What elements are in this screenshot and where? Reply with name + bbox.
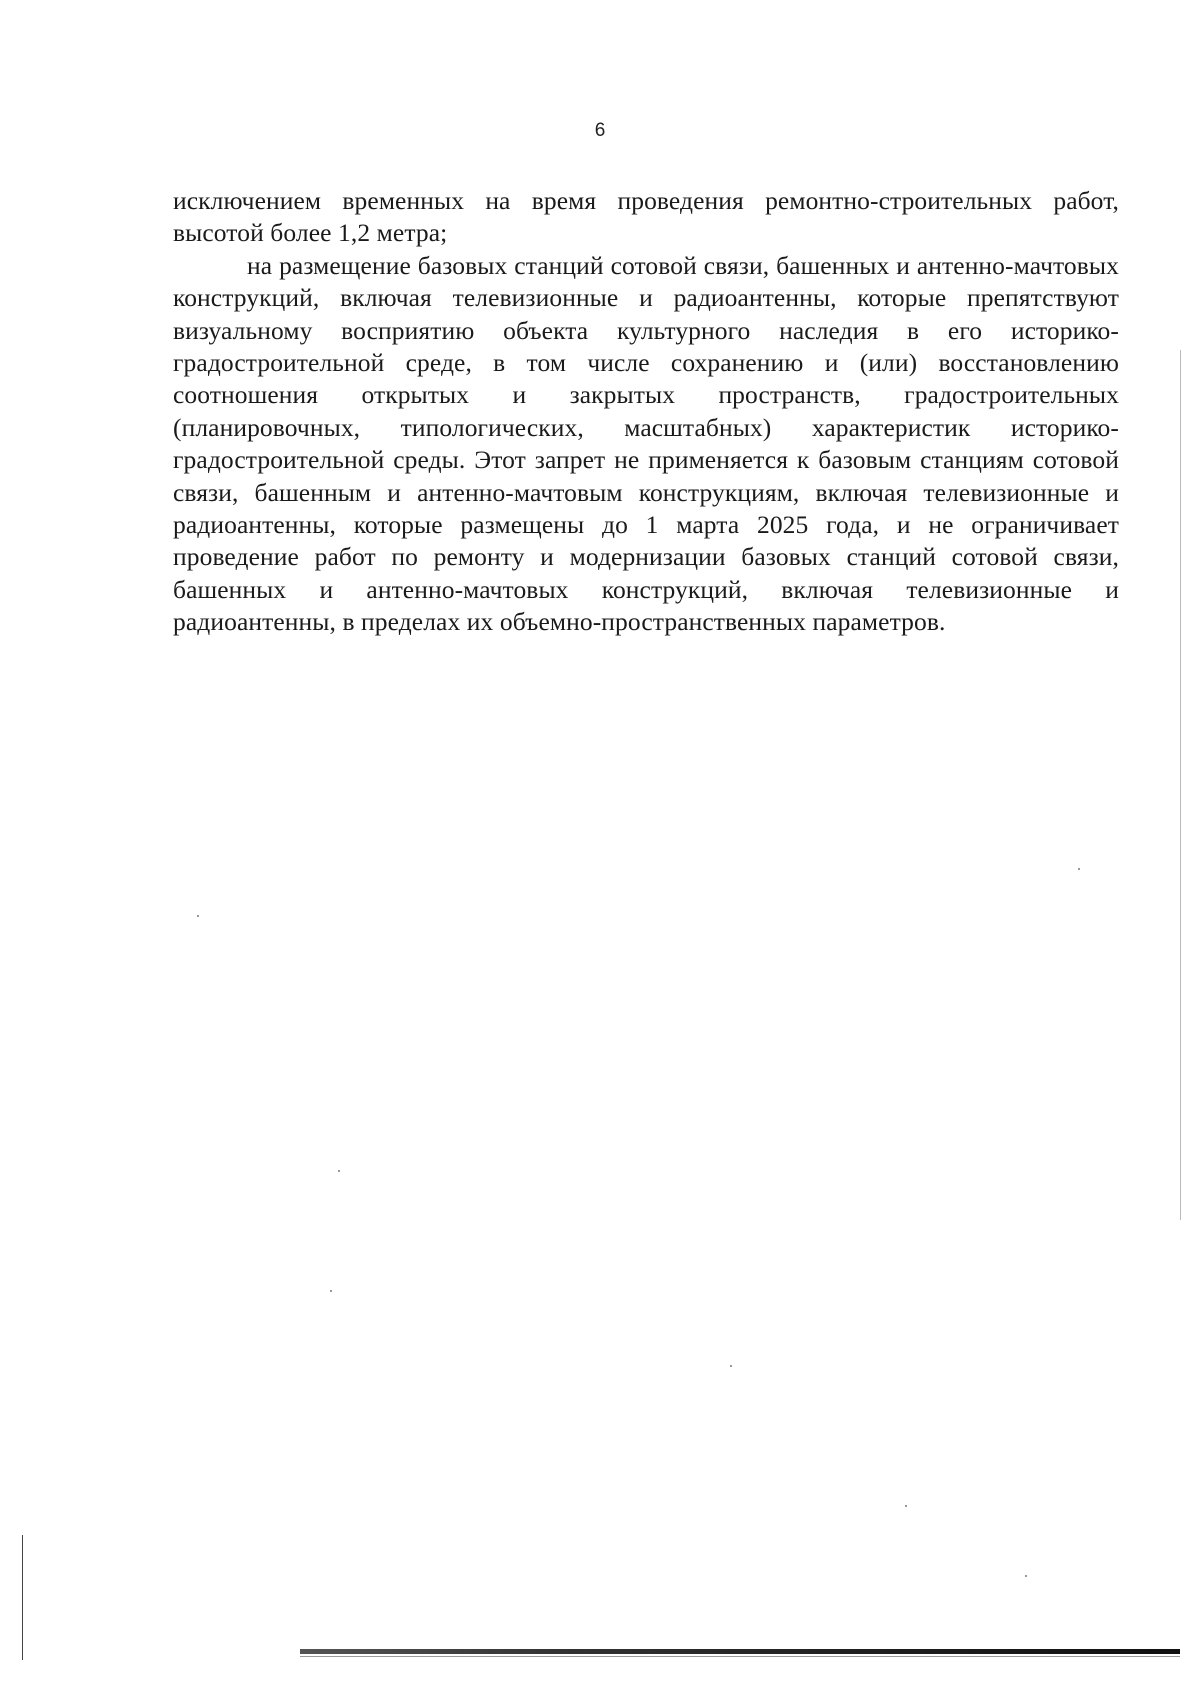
paragraph-prohibition: на размещение базовых станций сотовой связи, башенных и антенно-мачтовых конструкций, включая телевизионные и радиоантенны, которые препятствуют визуальному восприятию объекта культурного наследия в его историко-градостроительной среде, в том числе сохранению и (или) восстановлению соотношения открытых и закрытых пространств, градостроительных (планировочных, типологических, масштабных) характеристик историко-градостроительной среды. Этот запрет не применяется к базовым станциям сотовой связи, башенным и антенно-мачтовым конструкциям, включая телевизионные и радиоантенны, которые размещены до 1 марта 2025 года, и не ограничивает проведение работ по ремонту и модернизации базовых станций сотовой связи, башенных и антенно-мачтовых конструкций, включая телевизионные и радиоантенны, в пределах их объемно-пространственных параметров. [173,250,1119,637]
scan-right-edge [1180,350,1181,1220]
scan-speck [905,1505,907,1507]
scan-speck [1078,868,1080,870]
scan-speck [338,1170,340,1172]
document-body [173,185,1119,639]
scan-left-edge [22,1535,23,1660]
scan-speck [197,915,199,917]
scan-bottom-rule-shadow [300,1656,1180,1657]
scan-speck [1025,1575,1027,1577]
paragraph-continuation: исключением временных на время проведения ремонтно-строительных работ, высотой более 1,2 метра; [173,186,1119,248]
scan-speck [730,1365,732,1367]
scan-bottom-rule [300,1649,1180,1654]
scan-speck [330,1290,332,1292]
page-number: 6 [594,120,606,141]
